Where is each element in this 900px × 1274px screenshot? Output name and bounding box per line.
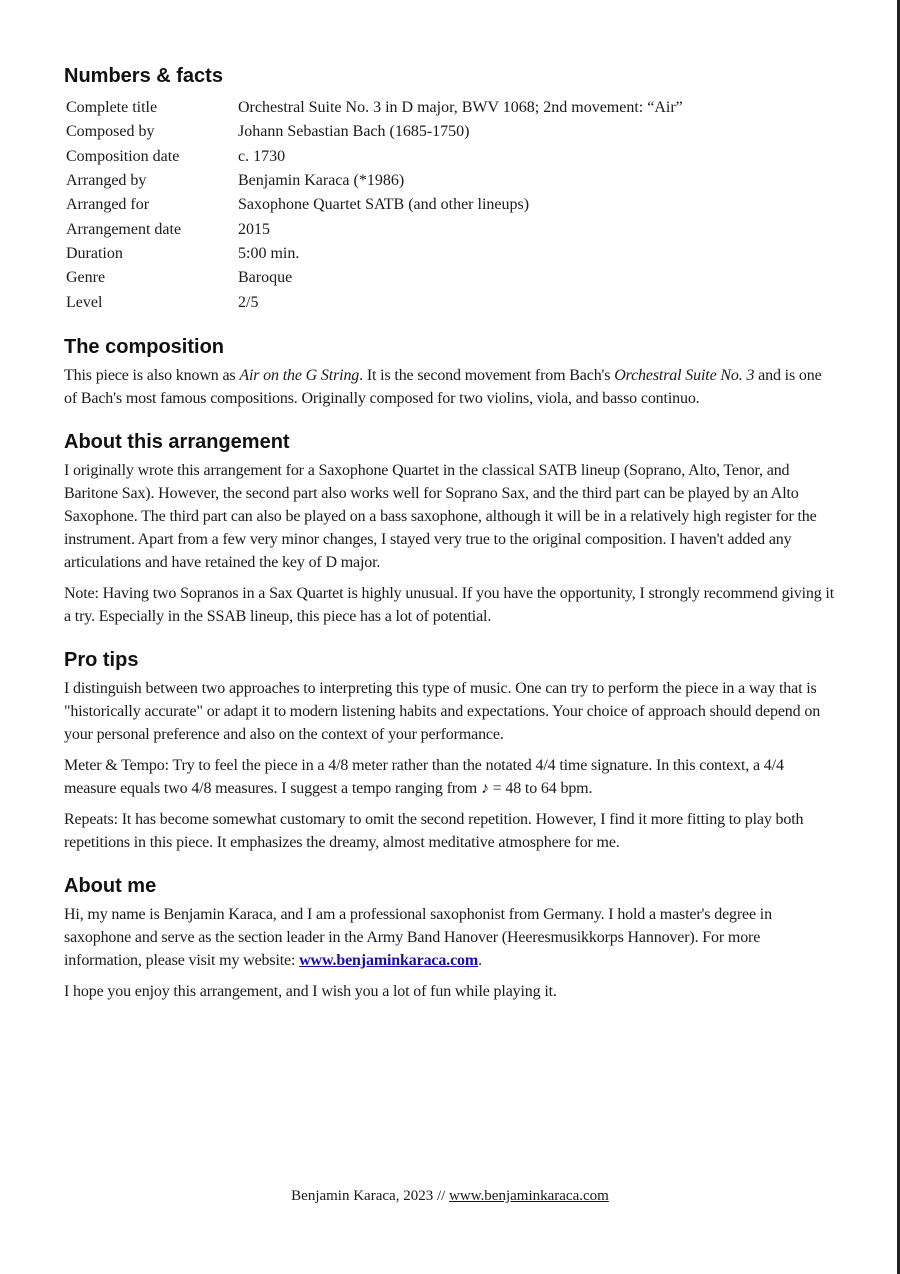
facts-row [64,242,683,266]
facts-label: Complete title [66,99,158,117]
about-paragraph-2: I hope you enjoy this arrangement, and I wish you a lot of fun while playing it. [64,982,557,1000]
facts-value: 2/5 [238,293,259,311]
about-text-end: . [478,951,482,969]
facts-label: Level [66,293,103,311]
facts-row [64,169,683,193]
about-paragraph-1 [64,903,836,972]
facts-heading: Numbers & facts [64,65,223,87]
composition-heading: The composition [64,335,224,358]
facts-row [64,193,683,217]
facts-row [64,120,683,144]
work-title-suite: Orchestral Suite No. 3 [614,366,755,384]
facts-label: Composed by [66,123,155,141]
footer-text: Benjamin Karaca, 2023 // [291,1188,450,1204]
page-footer [0,1188,900,1205]
about-heading: About me [64,874,157,897]
website-link[interactable]: www.benjaminkaraca.com [299,951,479,969]
facts-value: 5:00 min. [238,244,300,262]
facts-value: Johann Sebastian Bach (1685-1750) [238,123,470,141]
tips-paragraph-2: Meter & Tempo: Try to feel the piece in a 4/8 meter rather than the notated 4/4 time signature. In this context, a 4/4 measure equals two 4/8 measures. I suggest a tempo ranging from ♪ = 48 to 64 bpm. [64,756,784,797]
facts-label: Arranged by [66,172,147,190]
arrangement-paragraph-1: I originally wrote this arrangement for a Saxophone Quartet in the classical SATB lineup (Soprano, Alto, Tenor, and Baritone Sax). However, the second part also works well for Soprano Sax, and the third part can be played by an Alto Saxophone. The third part can also be played on a bass saxophone, although it will be in a relatively high register for the instrument. Apart from a few very minor changes, I stayed very true to the original composition. I haven't added any articulations and have retained the key of D major. [64,461,817,571]
facts-row [64,290,683,314]
facts-row [64,96,683,120]
facts-value: c. 1730 [238,147,286,165]
facts-value: Orchestral Suite No. 3 in D major, BWV 1068; 2nd movement: “Air” [238,99,683,117]
tips-section [64,646,836,854]
facts-label: Composition date [66,147,180,165]
composition-paragraph [64,364,836,410]
facts-value: Saxophone Quartet SATB (and other lineups) [238,196,530,214]
about-text: Hi, my name is Benjamin Karaca, and I am a professional saxophonist from Germany. I hold a master's degree in saxophone and serve as the section leader in the Army Band Hanover (Heeresmusikkorps Hannover). For more information, please visit my website: [64,905,772,969]
composition-text-1: This piece is also known as [64,366,240,384]
facts-table [64,96,683,315]
composition-section [64,333,836,410]
tips-paragraph-1: I distinguish between two approaches to interpreting this type of music. One can try to perform the piece in a way that is "historically accurate" or adapt it to modern listening habits and expectations. Your choice of approach should depend on your personal preference and also on the context of your performance. [64,679,821,743]
facts-label: Arrangement date [66,220,182,238]
facts-label: Genre [66,269,106,287]
tips-paragraph-3: Repeats: It has become somewhat customary to omit the second repetition. However, I find it more fitting to play both repetitions in this piece. It emphasizes the dreamy, almost meditative atmosphere for me. [64,810,804,851]
arrangement-section [64,428,836,628]
facts-row [64,145,683,169]
arrangement-paragraph-2: Note: Having two Sopranos in a Sax Quartet is highly unusual. If you have the opportunity, I strongly recommend giving it a try. Especially in the SSAB lineup, this piece has a lot of potential. [64,584,835,625]
facts-value: 2015 [238,220,270,238]
facts-row [64,266,683,290]
facts-section [64,62,836,315]
footer-website-link[interactable]: www.benjaminkaraca.com [449,1188,609,1204]
facts-value: Baroque [238,269,293,287]
facts-label: Duration [66,244,123,262]
facts-row [64,217,683,241]
facts-label: Arranged for [66,196,150,214]
work-title-air: Air on the G String [239,366,360,384]
document-body [64,62,836,1003]
facts-value: Benjamin Karaca (*1986) [238,172,405,190]
arrangement-heading: About this arrangement [64,430,290,453]
tips-heading: Pro tips [64,648,139,671]
composition-text-3: and is one of Bach's most famous compositions. Originally composed for two violins, viola, and basso continuo. [64,366,822,407]
composition-text-2: . It is the second movement from Bach's [359,366,615,384]
about-section [64,872,836,1003]
